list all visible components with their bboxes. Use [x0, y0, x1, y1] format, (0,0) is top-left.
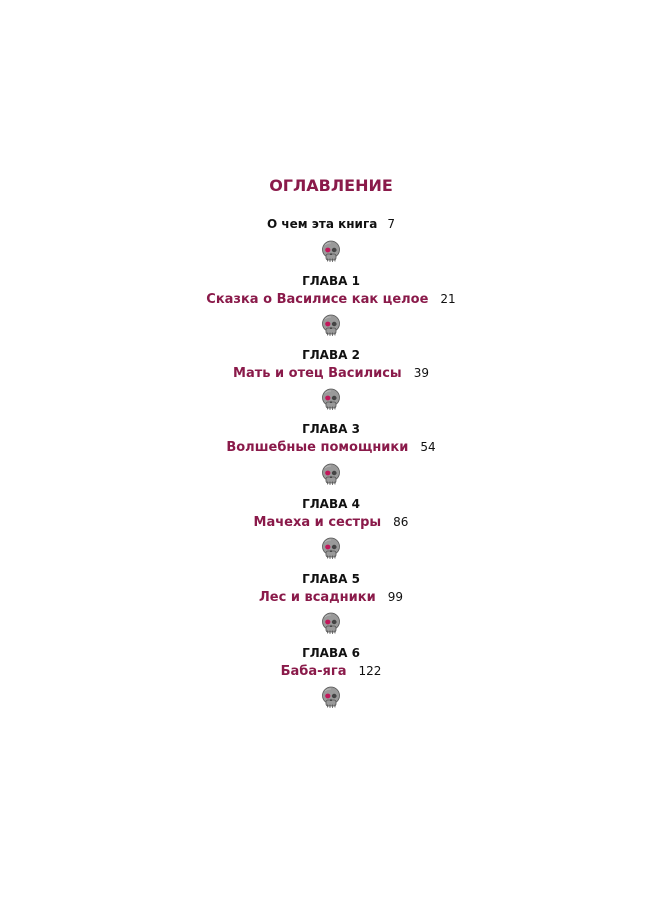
- chapter-label: ГЛАВА 5: [302, 572, 360, 586]
- toc-entry-chapter-4[interactable]: [0, 513, 662, 532]
- entry-title: О чем эта книга: [267, 217, 378, 231]
- entry-title: Лес и всадники: [259, 590, 376, 605]
- entry-page-number: 7: [387, 217, 395, 231]
- skull-icon: [320, 240, 342, 264]
- toc-entry-chapter-6[interactable]: [0, 662, 662, 681]
- chapter-label: ГЛАВА 6: [302, 646, 360, 660]
- skull-icon: [320, 463, 342, 487]
- skull-icon: [320, 388, 342, 412]
- chapter-label: ГЛАВА 3: [302, 422, 360, 436]
- entry-title: Мать и отец Василисы: [233, 366, 402, 381]
- skull-icon: [320, 612, 342, 636]
- entry-page-number: 99: [387, 590, 403, 604]
- toc-entry-intro[interactable]: [0, 216, 662, 232]
- skull-icon: [320, 314, 342, 338]
- chapter-label: ГЛАВА 2: [302, 348, 360, 362]
- toc-entry-chapter-3[interactable]: [0, 438, 662, 457]
- entry-page-number: 39: [413, 366, 429, 380]
- skull-icon: [320, 537, 342, 561]
- entry-page-number: 86: [393, 515, 409, 529]
- chapter-label: ГЛАВА 1: [302, 274, 360, 288]
- skull-icon: [320, 686, 342, 710]
- entry-title: Мачеха и сестры: [253, 515, 382, 530]
- entry-page-number: 122: [358, 664, 382, 678]
- entry-title: Баба-яга: [280, 664, 347, 679]
- toc-entry-chapter-2[interactable]: [0, 364, 662, 383]
- entry-page-number: 54: [420, 440, 436, 454]
- chapter-label: ГЛАВА 4: [302, 497, 360, 511]
- toc-entry-chapter-5[interactable]: [0, 588, 662, 607]
- entry-title: Волшебные помощники: [226, 440, 409, 455]
- toc-entry-chapter-1[interactable]: [0, 290, 662, 309]
- entry-page-number: 21: [440, 292, 456, 306]
- page-title: ОГЛАВЛЕНИЕ: [269, 176, 393, 195]
- entry-title: Сказка о Василисе как целое: [206, 292, 429, 307]
